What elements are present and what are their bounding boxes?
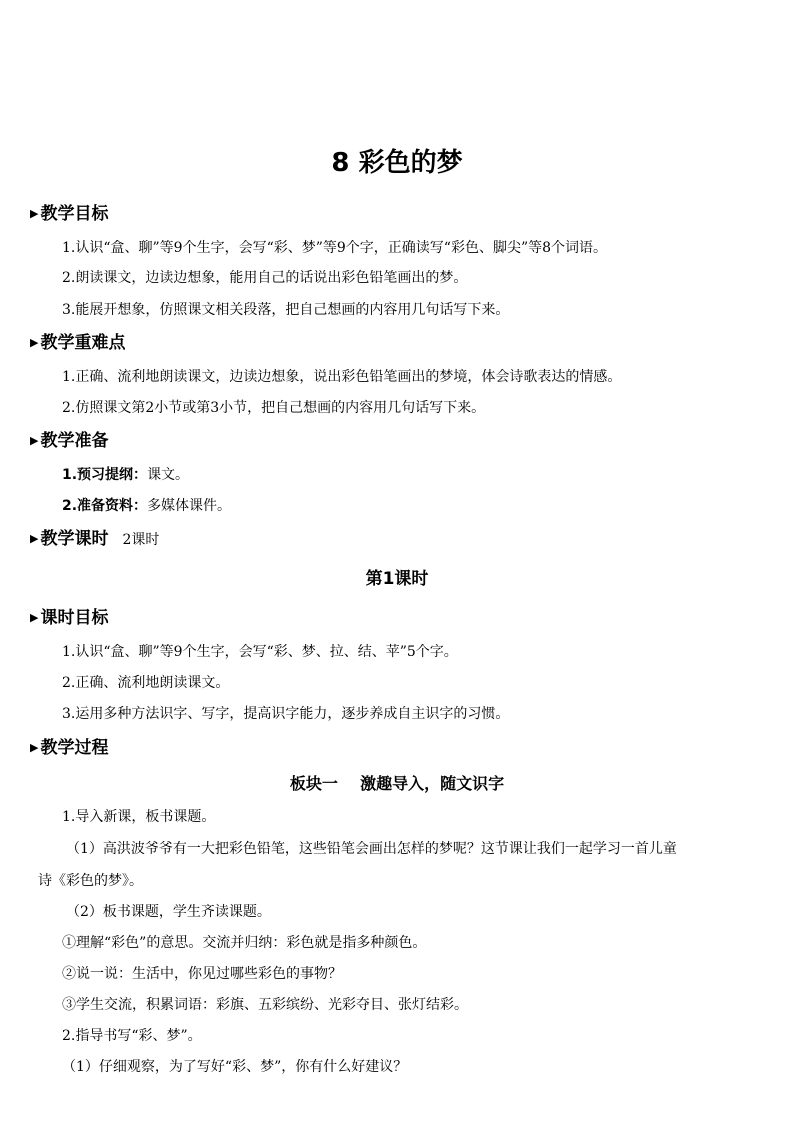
section-heading-hours bbox=[30, 527, 159, 552]
section-heading-text: 课时目标 bbox=[40, 608, 109, 628]
section-heading-key-points bbox=[30, 331, 125, 355]
triangle-bullet-icon: ▶ bbox=[30, 336, 39, 349]
triangle-bullet-icon: ▶ bbox=[30, 207, 39, 220]
process-line: 2.指导书写“彩、梦”。 bbox=[62, 1028, 202, 1044]
goal-item: 1.认识“盒、聊”等9个生字，会写“彩、梦”等9个字，正确读写“彩色、脚尖”等8个词语。 bbox=[62, 240, 608, 256]
section-heading-process bbox=[30, 736, 108, 760]
preparation-text: 课文。 bbox=[147, 467, 190, 483]
preparation-label: 1.预习提纲： bbox=[62, 467, 148, 483]
preparation-text: 多媒体课件。 bbox=[147, 498, 232, 514]
key-point-item: 1.正确、流利地朗读课文，边读边想象，说出彩色铅笔画出的梦境，体会诗歌表达的情感。 bbox=[62, 369, 622, 385]
section-heading-text: 教学重难点 bbox=[40, 333, 126, 353]
preparation-label: 2.准备资料： bbox=[62, 498, 148, 514]
goal-item: 2.朗读课文，边读边想象，能用自己的话说出彩色铅笔画出的梦。 bbox=[62, 270, 468, 286]
process-line: （1）仔细观察，为了写好“彩、梦”，你有什么好建议？ bbox=[62, 1059, 408, 1075]
section-heading-lesson-goals bbox=[30, 606, 108, 630]
page-title: 8 彩色的梦 bbox=[331, 148, 463, 178]
hours-value: 2课时 bbox=[122, 532, 160, 548]
lesson-goal-item: 1.认识“盒、聊”等9个生字，会写“彩、梦、拉、结、苹”5个字。 bbox=[62, 644, 458, 660]
process-line: ③学生交流，积累词语：彩旗、五彩缤纷、光彩夺目、张灯结彩。 bbox=[62, 997, 468, 1013]
triangle-bullet-icon: ▶ bbox=[30, 532, 39, 545]
section-heading-text: 教学目标 bbox=[40, 204, 109, 224]
lesson-goal-item: 3.运用多种方法识字、写字，提高识字能力，逐步养成自主识字的习惯。 bbox=[62, 706, 510, 722]
process-line: ①理解“彩色”的意思。交流并归纳：彩色就是指多种颜色。 bbox=[62, 935, 427, 951]
section-heading-goals bbox=[30, 202, 108, 226]
section-heading-text: 教学过程 bbox=[40, 738, 109, 758]
section-heading-preparation bbox=[30, 429, 108, 453]
section-heading-text: 教学准备 bbox=[40, 431, 109, 451]
block-title: 板块一 激趣导入，随文识字 bbox=[289, 774, 505, 793]
process-line: 1.导入新课，板书课题。 bbox=[62, 809, 216, 825]
preparation-item bbox=[62, 495, 231, 517]
process-line: （2）板书课题，学生齐读课题。 bbox=[66, 904, 271, 920]
lesson-heading: 第1课时 bbox=[365, 569, 429, 589]
process-line: （1）高洪波爷爷有一大把彩色铅笔，这些铅笔会画出怎样的梦呢？这节课让我们一起学习一首儿童 bbox=[66, 841, 677, 857]
triangle-bullet-icon: ▶ bbox=[30, 434, 39, 447]
process-line: ②说一说：生活中，你见过哪些彩色的事物？ bbox=[62, 966, 342, 982]
lesson-goal-item: 2.正确、流利地朗读课文。 bbox=[62, 675, 230, 691]
goal-item: 3.能展开想象，仿照课文相关段落，把自己想画的内容用几句话写下来。 bbox=[62, 302, 510, 318]
process-line: 诗《彩色的梦》。 bbox=[38, 873, 143, 889]
triangle-bullet-icon: ▶ bbox=[30, 611, 39, 624]
section-heading-text: 教学课时 bbox=[40, 529, 109, 549]
preparation-item bbox=[62, 464, 189, 486]
triangle-bullet-icon: ▶ bbox=[30, 741, 39, 754]
key-point-item: 2.仿照课文第2小节或第3小节，把自己想画的内容用几句话写下来。 bbox=[62, 400, 486, 416]
